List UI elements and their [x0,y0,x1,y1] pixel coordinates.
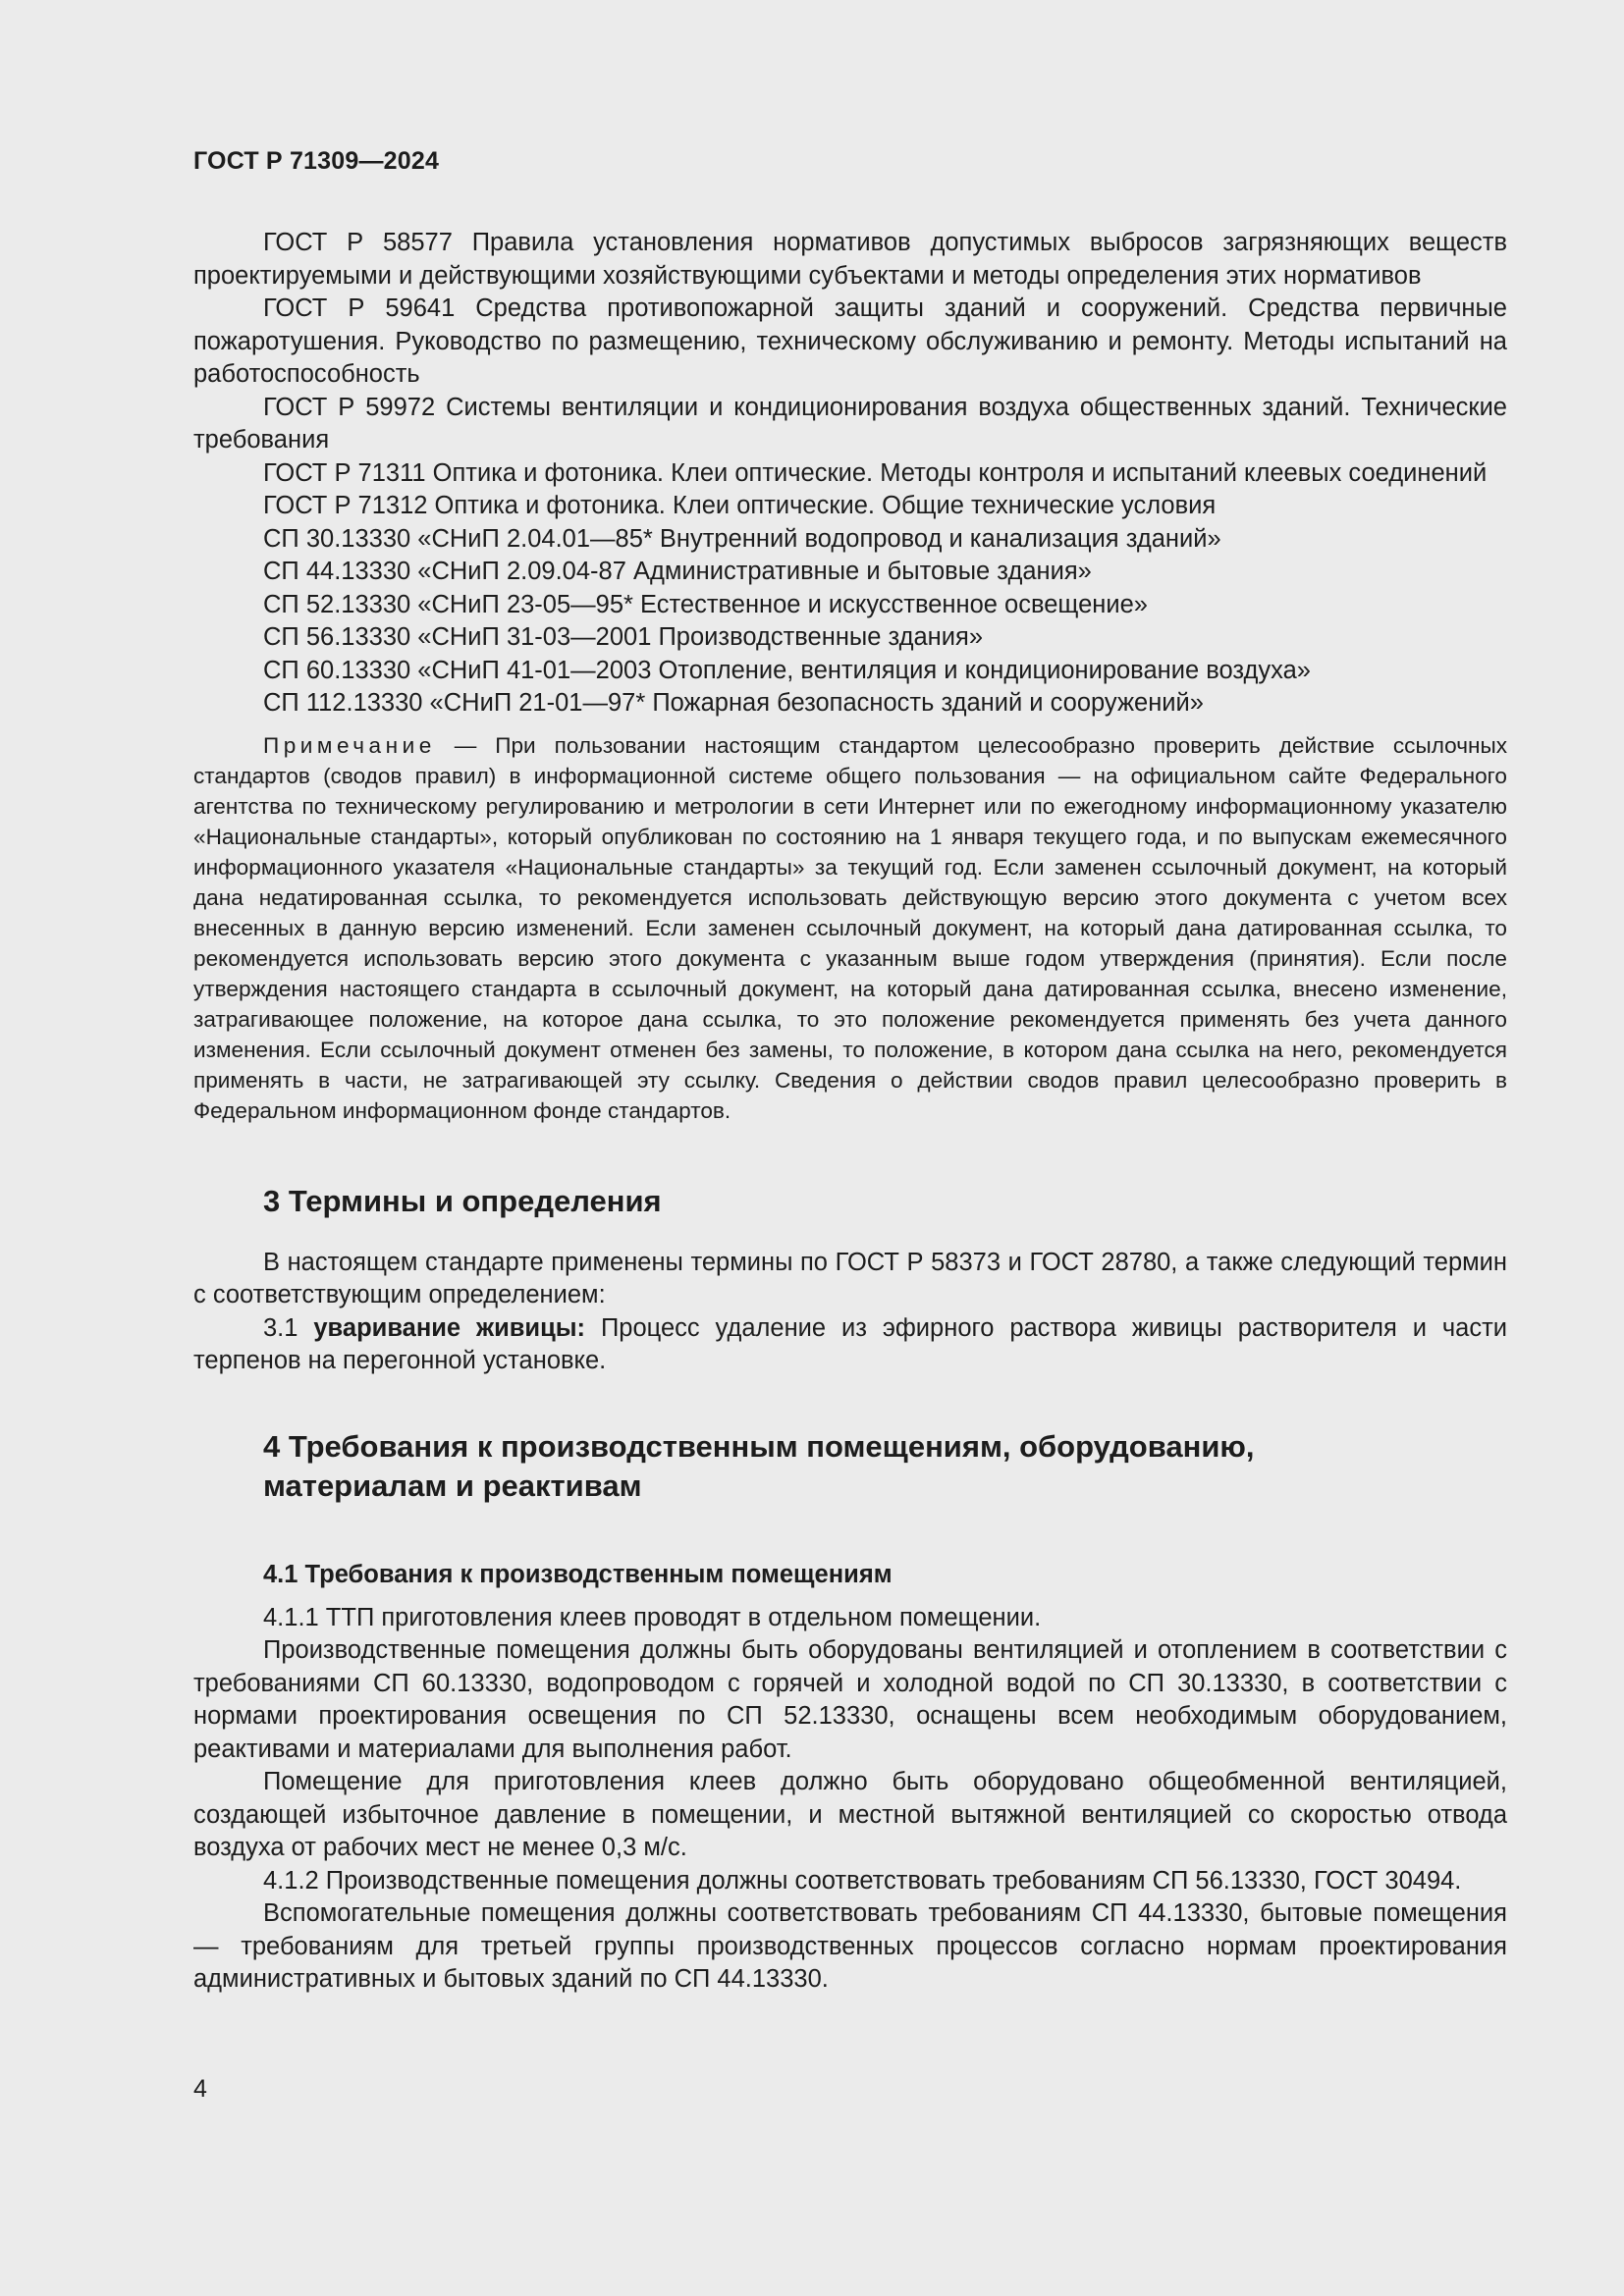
reference-item: СП 56.13330 «СНиП 31-03—2001 Производственные здания» [263,623,984,651]
reference-item: ГОСТ Р 71312 Оптика и фотоника. Клеи оптические. Общие технические условия [263,492,1217,519]
references-note [193,730,1507,1126]
reference-item: ГОСТ Р 59641 Средства противопожарной защиты зданий и сооружений. Средства первичные пожаротушения. Руководство по размещению, техническому обслуживанию и ремонту. Методы испытаний на работоспособность [193,294,1507,388]
paragraph: Вспомогательные помещения должны соответствовать требованиям СП 44.13330, бытовые помещения — требованиям для третьей группы производственных процессов согласно нормам проектирования административных и бытовых зданий по СП 44.13330. [193,1899,1507,1993]
section-3-body [193,1247,1507,1378]
note-dash: — [435,732,496,758]
reference-item: ГОСТ Р 71311 Оптика и фотоника. Клеи оптические. Методы контроля и испытаний клеевых соединений [263,458,1488,487]
reference-item: СП 112.13330 «СНиП 21-01—97* Пожарная безопасность зданий и сооружений» [263,689,1204,717]
section-4-heading-line1: 4 Требования к производственным помещениям, оборудованию, [263,1428,1255,1464]
document-header-code: ГОСТ Р 71309—2024 [193,147,440,175]
normative-references-list [193,227,1507,721]
subsection-4-1-body [193,1602,1507,1997]
page-number: 4 [193,2075,207,2103]
reference-item: СП 52.13330 «СНиП 23-05—95* Естественное и искусственное освещение» [263,590,1148,618]
section-4-heading-line2: материалам и реактивам [263,1468,642,1503]
reference-item: ГОСТ Р 59972 Системы вентиляции и кондиционирования воздуха общественных зданий. Технические требования [193,393,1507,454]
section-3-intro: В настоящем стандарте применены термины по ГОСТ Р 58373 и ГОСТ 28780, а также следующий термин с соответствующим определением: [193,1248,1507,1308]
section-4-heading [193,1427,1507,1506]
paragraph: Производственные помещения должны быть оборудованы вентиляцией и отоплением в соответствии с требованиями СП 60.13330, водопроводом с горячей и холодной водой по СП 30.13330, в соответствии с нормами проектирования освещения по СП 52.13330, оснащены всем необходимым оборудованием, реактивами и материалами для выполнения работ. [193,1636,1507,1763]
term-number: 3.1 [263,1313,314,1342]
reference-item: ГОСТ Р 58577 Правила установления нормативов допустимых выбросов загрязняющих веществ проектируемыми и действующими хозяйствующими субъектами и методы определения этих нормативов [193,229,1507,290]
note-text: При пользовании настоящим стандартом целесообразно проверить действие ссылочных стандартов (сводов правил) в информационной системе общего пользования — на официальном сайте Федерального агентства по техническому регулированию и метрологии в сети Интернет или по ежегодному информационному указателю «Национальные стандарты», который опубликован по состоянию на 1 января текущего года, и по выпускам ежемесячного информационного указателя «Национальные стандарты» за текущий год. Если заменен ссылочный документ, на который дана недатированная ссылка, то рекомендуется использовать действующую версию этого документа с учетом всех внесенных в данную версию изменений. Если заменен ссылочный документ, на который дана датированная ссылка, то рекомендуется использовать версию этого документа с указанным выше годом утверждения (принятия). Если после утверждения настоящего стандарта в ссылочный документ, на который дана датированная ссылка, внесено изменение, затрагивающее положение, на которое дана ссылка, то это положение рекомендуется применять без учета данного изменения. Если ссылочный документ отменен без замены, то положение, в котором дана ссылка на него, рекомендуется применять в части, не затрагивающей эту ссылку. Сведения о действии сводов правил целесообразно проверить в Федеральном информационном фонде стандартов. [193,732,1507,1123]
paragraph: Помещение для приготовления клеев должно быть оборудовано общеобменной вентиляцией, создающей избыточное давление в помещении, и местной вытяжной вентиляцией со скоростью отвода воздуха от рабочих мест не менее 0,3 м/с. [193,1768,1507,1861]
term-definition-text: Процесс удаление из эфирного раствора живицы растворителя и части терпенов на перегонной установке. [193,1313,1508,1374]
reference-item: СП 60.13330 «СНиП 41-01—2003 Отопление, вентиляция и кондиционирование воздуха» [263,656,1311,684]
page-content [193,227,1507,1997]
note-label: Примечание [263,732,436,758]
reference-item: СП 44.13330 «СНиП 2.09.04-87 Административные и бытовые здания» [263,558,1092,585]
paragraph: 4.1.1 ТТП приготовления клеев проводят в отдельном помещении. [263,1603,1042,1631]
term-definition-3-1 [193,1312,1507,1378]
term-name: уваривание живицы: [313,1313,586,1342]
paragraph: 4.1.2 Производственные помещения должны соответствовать требованиям СП 56.13330, ГОСТ 30494. [263,1866,1462,1895]
reference-item: СП 30.13330 «СНиП 2.04.01—85* Внутренний водопровод и канализация зданий» [263,524,1221,553]
subsection-4-1-heading: 4.1 Требования к производственным помещениям [263,1560,893,1588]
section-3-heading: 3 Термины и определения [263,1183,662,1218]
